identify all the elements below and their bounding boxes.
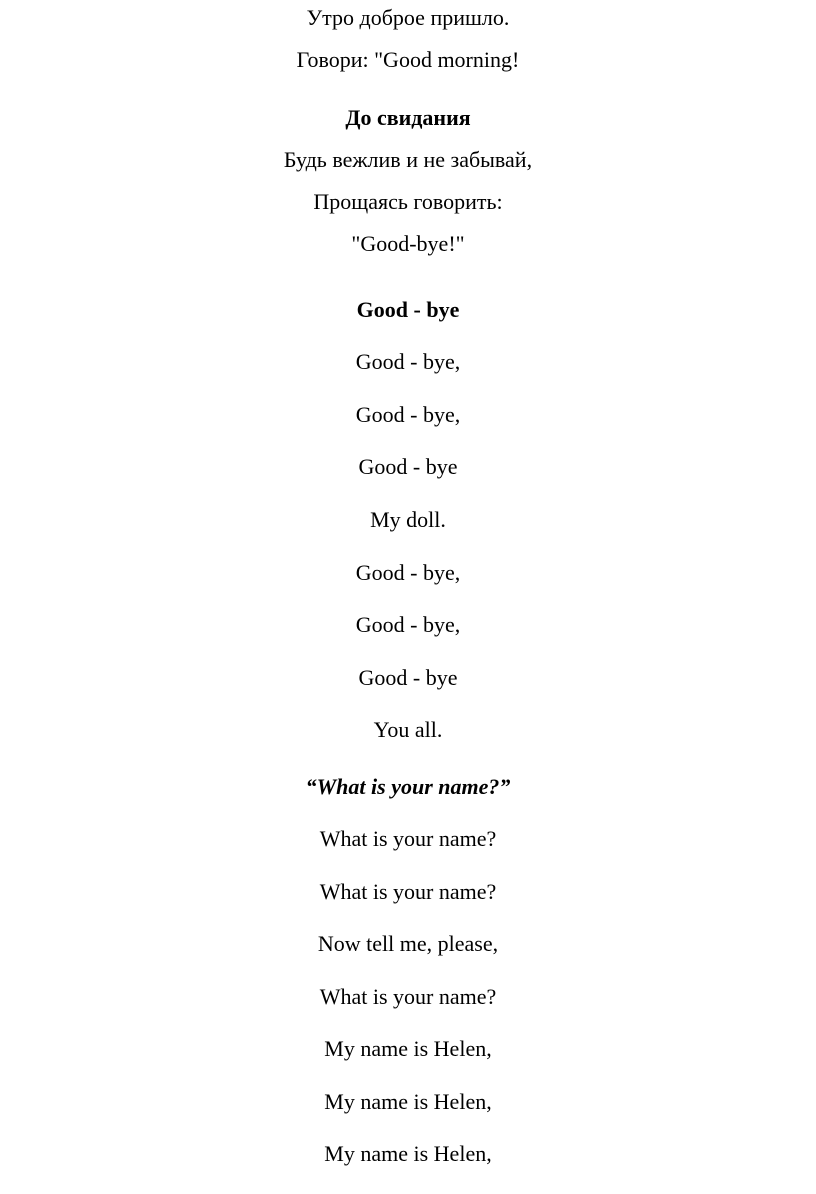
poem-title: До свидания [345,105,471,130]
poem-line: My name is Helen, [324,1089,492,1114]
poem-line: Good - bye [358,454,458,479]
poem-line: Good - bye, [355,560,461,585]
poem-line: Говори: "Good morning! [296,47,520,72]
poem-line: You all. [373,717,443,742]
poem-line: Good - bye, [355,612,461,637]
poem-line: What is your name? [319,826,497,851]
poem-title: “What is your name?” [305,774,511,799]
poem-line: Good - bye, [355,402,461,427]
poem-line: My name is Helen, [324,1141,492,1166]
poem-line: My doll. [370,507,446,532]
poem-title: Good - bye [356,297,460,322]
poem-line: What is your name? [319,984,497,1009]
poem-line: Good - bye [358,665,458,690]
poem-line: Good - bye, [355,349,461,374]
poem-line: What is your name? [319,879,497,904]
poem-line: Будь вежлив и не забывай, [283,147,533,172]
poem-line: Now tell me, please, [317,931,499,956]
poem-line: Прощаясь говорить: [313,189,503,214]
poem-line: Утро доброе пришло. [306,5,510,30]
poem-line: "Good-bye!" [351,231,465,256]
poem-line: My name is Helen, [324,1036,492,1061]
